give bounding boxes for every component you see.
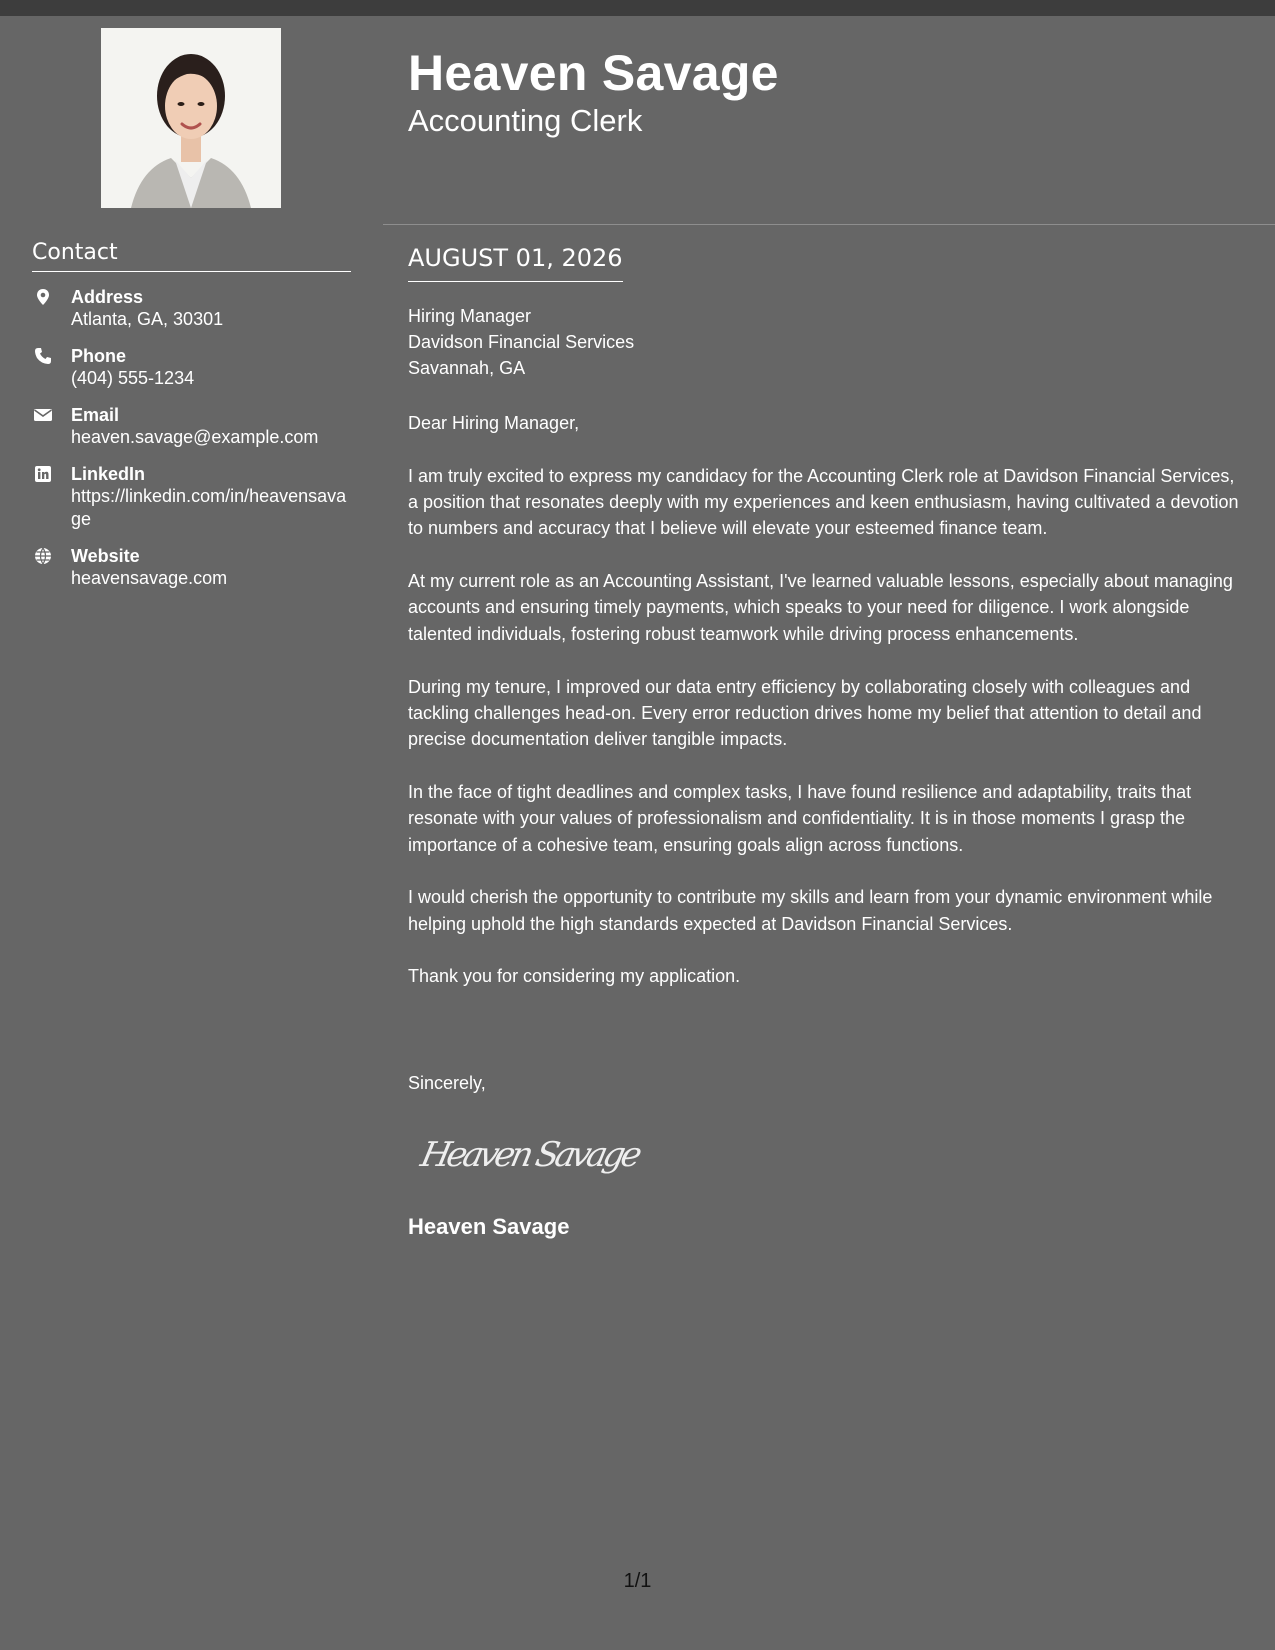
handwritten-signature bbox=[417, 1124, 662, 1184]
email-link[interactable]: heaven.savage@example.com bbox=[71, 427, 319, 447]
profile-photo bbox=[101, 28, 281, 208]
phone-value: (404) 555-1234 bbox=[71, 368, 195, 388]
contact-divider bbox=[32, 271, 351, 272]
top-bar bbox=[0, 0, 1275, 16]
contact-label: Website bbox=[71, 546, 140, 566]
contact-label: Email bbox=[71, 405, 120, 425]
letter-closing: Sincerely, bbox=[408, 1073, 486, 1093]
contact-item-email bbox=[32, 404, 352, 449]
body-paragraph: I am truly excited to express my candidacy for the Accounting Clerk role at Davidson Financial Services, a position that resonates deeply with my experiences and keen enthusiasm, having cultivated a devotion to numbers and accuracy that I believe will elevate your esteemed finance team. bbox=[408, 465, 1239, 539]
svg-text:Heaven Savage: Heaven Savage bbox=[417, 1135, 646, 1175]
body-paragraph: In the face of tight deadlines and complex tasks, I have found resilience and adaptability, traits that resonate with your values of professionalism and confidentiality. It is in those moments I grasp the importance of a cohesive team, ensuring goals align across functions. bbox=[408, 781, 1192, 855]
contact-label: LinkedIn bbox=[71, 464, 146, 484]
applicant-name: Heaven Savage bbox=[408, 45, 779, 101]
contact-label: Address bbox=[71, 287, 144, 307]
contact-item-linkedin bbox=[32, 463, 352, 531]
contact-item-phone bbox=[32, 345, 352, 390]
body-paragraph: At my current role as an Accounting Assistant, I've learned valuable lessons, especially about managing accounts and ensuring timely payments, which speaks to your need for diligence. I work alongside talented individuals, fostering robust teamwork while driving process enhancements. bbox=[408, 571, 1233, 644]
body-paragraph: Thank you for considering my application. bbox=[408, 966, 741, 987]
body-paragraph: I would cherish the opportunity to contribute my skills and learn from your dynamic environment while helping uphold the high standards expected at Davidson Financial Services. bbox=[408, 887, 1213, 934]
contact-heading: Contact bbox=[32, 240, 118, 265]
letter-date: AUGUST 01, 2026 bbox=[408, 243, 623, 282]
recipient-line: Davidson Financial Services bbox=[408, 332, 635, 352]
website-link[interactable]: heavensavage.com bbox=[71, 568, 228, 588]
globe-icon bbox=[34, 547, 52, 565]
contact-label: Phone bbox=[71, 346, 127, 366]
contact-item-address bbox=[32, 286, 352, 331]
envelope-icon bbox=[34, 406, 52, 424]
page-number: 1/1 bbox=[623, 1570, 652, 1592]
map-pin-icon bbox=[34, 288, 52, 306]
contact-list bbox=[32, 286, 352, 604]
body-paragraph: During my tenure, I improved our data entry efficiency by collaborating closely with colleagues and tackling challenges head-on. Every error reduction drives home my belief that attention to detail and precise documentation deliver tangible impacts. bbox=[408, 676, 1202, 750]
recipient-line: Hiring Manager bbox=[408, 306, 532, 326]
applicant-role: Accounting Clerk bbox=[408, 103, 643, 138]
contact-item-website bbox=[32, 545, 352, 590]
salutation: Dear Hiring Manager, bbox=[408, 413, 580, 433]
address-value: Atlanta, GA, 30301 bbox=[71, 309, 224, 329]
letter-body bbox=[408, 410, 1243, 1016]
linkedin-icon bbox=[34, 465, 52, 483]
phone-icon bbox=[34, 347, 52, 365]
signed-name: Heaven Savage bbox=[408, 1214, 570, 1239]
linkedin-link[interactable]: https://linkedin.com/in/heavensavage bbox=[71, 486, 347, 529]
header-divider bbox=[383, 224, 1275, 225]
recipient-line: Savannah, GA bbox=[408, 358, 526, 378]
recipient-block bbox=[408, 303, 634, 381]
